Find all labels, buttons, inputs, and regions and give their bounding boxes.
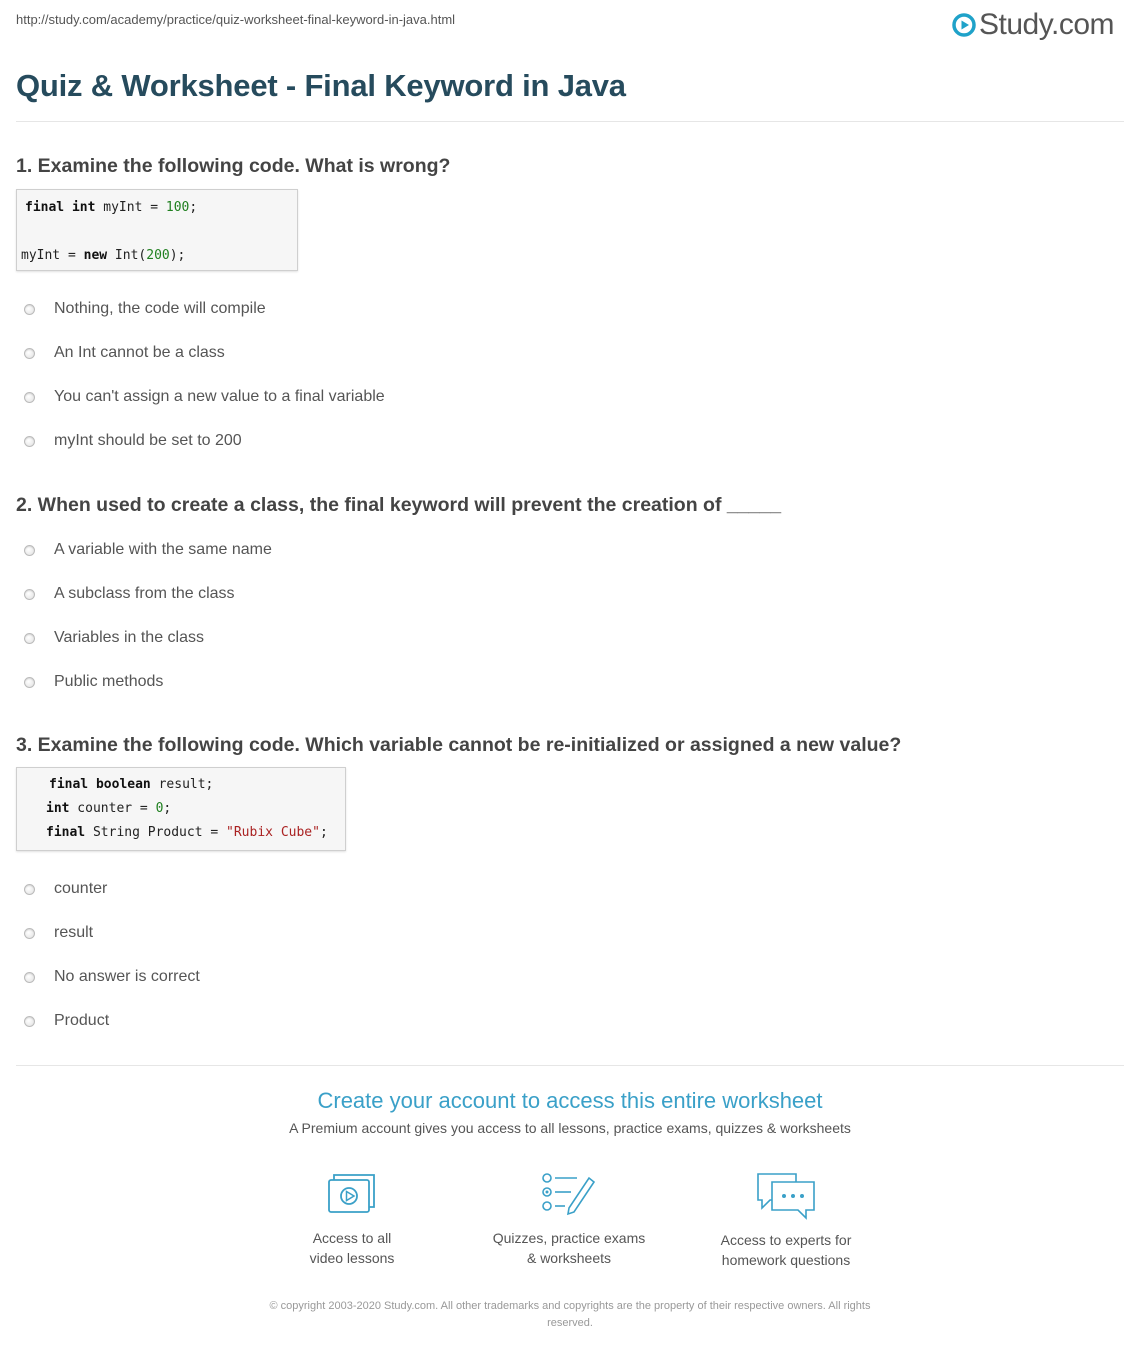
- radio-button[interactable]: [24, 884, 35, 895]
- radio-button[interactable]: [24, 348, 35, 359]
- answer-options: [16, 287, 1124, 463]
- footer-copyright: © copyright 2003-2020 Study.com. All other trademarks and copyrights are the property of their respective owners. All rights reserved.: [269, 1300, 871, 1329]
- answer-option[interactable]: You can't assign a new value to a final variable: [16, 375, 1124, 419]
- video-lessons-icon: [326, 1170, 378, 1220]
- answer-option[interactable]: A variable with the same name: [16, 528, 1124, 572]
- feature-label: Quizzes, practice exams: [492, 1230, 646, 1246]
- radio-button[interactable]: [24, 928, 35, 939]
- answer-option[interactable]: No answer is correct: [16, 955, 1124, 999]
- question-title: 2. When used to create a class, the final keyword will prevent the creation of _____: [16, 494, 782, 516]
- question-2: [16, 494, 1124, 704]
- cta-title[interactable]: Create your account to access this entire worksheet: [317, 1088, 823, 1113]
- answer-option[interactable]: A subclass from the class: [16, 572, 1124, 616]
- page-title: Quiz & Worksheet - Final Keyword in Java: [16, 68, 626, 103]
- answer-option[interactable]: Product: [16, 999, 1124, 1043]
- radio-button[interactable]: [24, 633, 35, 644]
- radio-button[interactable]: [24, 1016, 35, 1027]
- radio-button[interactable]: [24, 304, 35, 315]
- feature-label: & worksheets: [526, 1250, 612, 1266]
- radio-button[interactable]: [24, 392, 35, 403]
- radio-button[interactable]: [24, 589, 35, 600]
- radio-button[interactable]: [24, 545, 35, 556]
- radio-button[interactable]: [24, 436, 35, 447]
- question-title: 3. Examine the following code. Which variable cannot be re-initialized or assigned a new value?: [16, 734, 902, 756]
- question-3: [16, 734, 1124, 1043]
- answer-option[interactable]: myInt should be set to 200: [16, 419, 1124, 463]
- feature-label: homework questions: [721, 1252, 851, 1268]
- answer-option[interactable]: result: [16, 911, 1124, 955]
- code-block: [16, 189, 298, 271]
- answer-option[interactable]: Public methods: [16, 660, 1124, 704]
- radio-button[interactable]: [24, 972, 35, 983]
- feature-quizzes: [469, 1170, 669, 1268]
- answer-option[interactable]: Variables in the class: [16, 616, 1124, 660]
- question-title: 1. Examine the following code. What is wrong?: [16, 155, 451, 177]
- feature-label: Access to all: [312, 1230, 392, 1246]
- chat-bubbles-icon: [754, 1170, 818, 1222]
- question-1: [16, 155, 1124, 463]
- quiz-checklist-icon: [541, 1170, 597, 1220]
- code-line: final String Product = "Rubix Cube";: [46, 825, 328, 840]
- cta-subtitle: A Premium account gives you access to all lessons, practice exams, quizzes & worksheets: [289, 1120, 851, 1136]
- answer-option[interactable]: An Int cannot be a class: [16, 331, 1124, 375]
- code-block: [16, 767, 346, 851]
- radio-button[interactable]: [24, 677, 35, 688]
- title-divider: [16, 121, 1124, 122]
- answer-options: [16, 867, 1124, 1043]
- signup-cta: [0, 1088, 1140, 1136]
- answer-option[interactable]: Nothing, the code will compile: [16, 287, 1124, 331]
- code-line: final int myInt = 100;: [25, 200, 198, 215]
- answer-option[interactable]: counter: [16, 867, 1124, 911]
- page-url: http://study.com/academy/practice/quiz-worksheet-final-keyword-in-java.html: [16, 12, 456, 27]
- feature-label: Access to experts for: [720, 1232, 852, 1248]
- answer-options: [16, 528, 1124, 704]
- logo-text: Study.com: [979, 8, 1114, 41]
- play-logo-icon: [952, 13, 976, 37]
- cta-divider: [16, 1065, 1124, 1066]
- study-logo[interactable]: [952, 8, 1114, 42]
- code-line: myInt = new Int(200);: [21, 248, 186, 263]
- feature-video-lessons: [252, 1170, 452, 1268]
- feature-label: video lessons: [309, 1250, 395, 1266]
- code-line: final boolean result;: [49, 777, 214, 792]
- code-line: int counter = 0;: [46, 801, 172, 816]
- feature-experts: [686, 1170, 886, 1270]
